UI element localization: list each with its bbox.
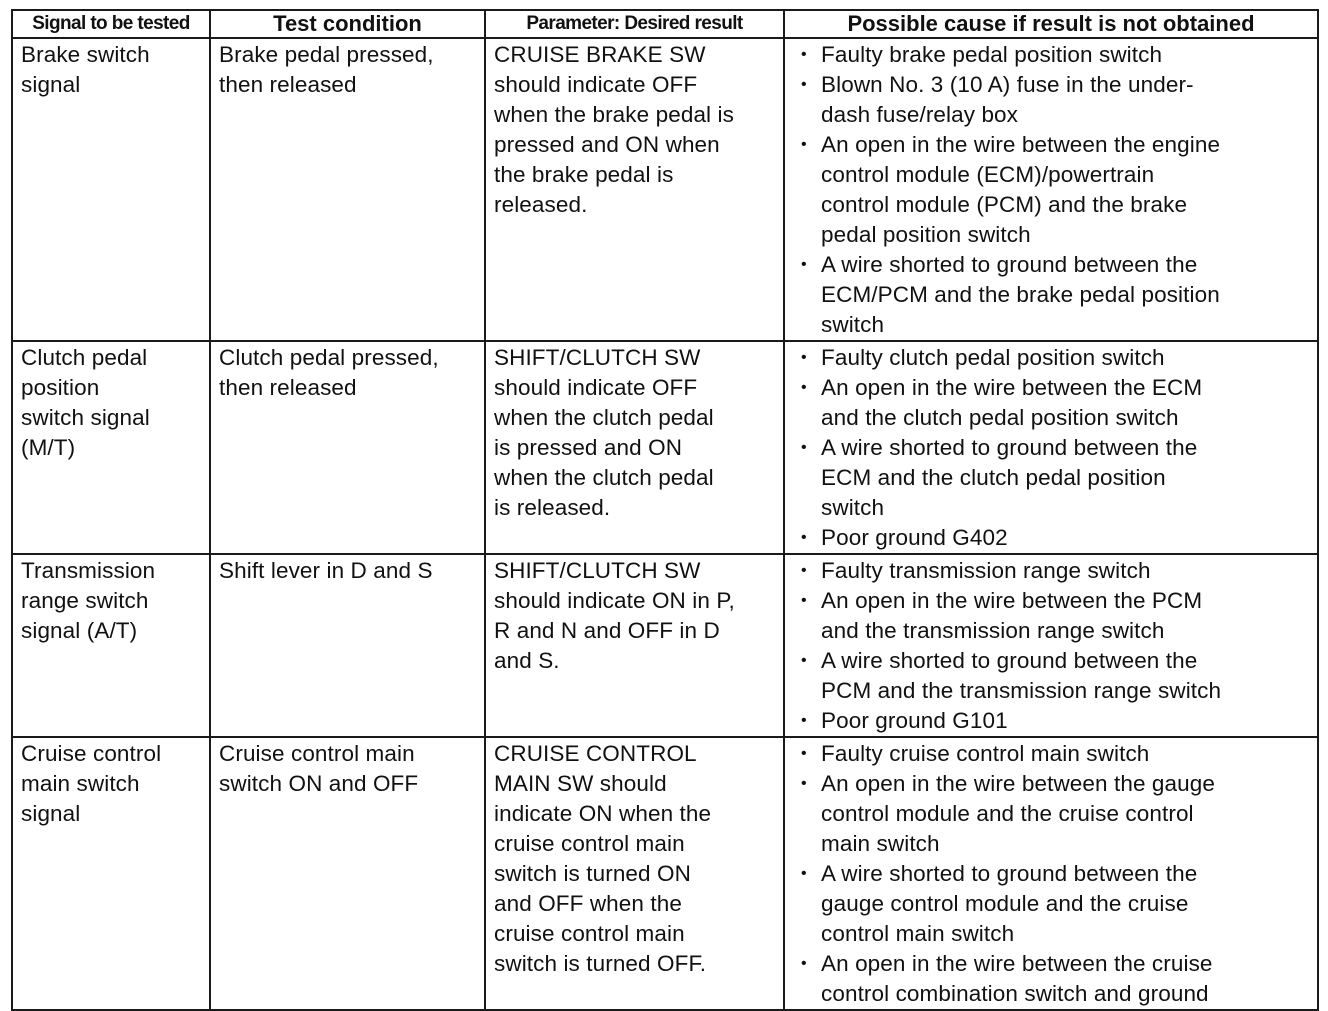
cause-item: • Poor ground G402 <box>793 523 1311 553</box>
header-cause: Possible cause if result is not obtained <box>784 10 1318 38</box>
cause-cell <box>784 554 1318 737</box>
condition-text: Shift lever in D and S <box>219 558 433 583</box>
cause-cell <box>784 38 1318 341</box>
signal-cell <box>12 737 210 1010</box>
cause-item: • A wire shorted to ground between the ECM/PCM and the brake pedal position switch <box>793 250 1311 340</box>
header-parameter: Parameter: Desired result <box>485 10 784 38</box>
condition-cell <box>210 341 485 554</box>
table-row <box>12 737 1318 1010</box>
cause-list <box>793 343 1311 553</box>
header-condition: Test condition <box>210 10 485 38</box>
parameter-text: SHIFT/CLUTCH SW should indicate OFF when the clutch pedal is pressed and ON when the clutch pedal is released. <box>494 345 714 520</box>
parameter-text: SHIFT/CLUTCH SW should indicate ON in P, R and N and OFF in D and S. <box>494 558 735 673</box>
header-signal: Signal to be tested <box>12 10 210 38</box>
signal-cell <box>12 554 210 737</box>
header-row <box>12 10 1318 38</box>
signal-text: Clutch pedal position switch signal (M/T) <box>21 345 150 460</box>
cause-list <box>793 739 1311 1009</box>
table-row <box>12 341 1318 554</box>
condition-cell <box>210 38 485 341</box>
parameter-cell <box>485 38 784 341</box>
condition-text: Cruise control main switch ON and OFF <box>219 741 419 796</box>
cause-item: • Faulty cruise control main switch <box>793 739 1311 769</box>
parameter-text: CRUISE CONTROL MAIN SW should indicate ON when the cruise control main switch is turned ON and OFF when the cruise control main switch is turned OFF. <box>494 741 712 976</box>
signal-text: Transmission range switch signal (A/T) <box>21 558 156 643</box>
parameter-text: CRUISE BRAKE SW should indicate OFF when the brake pedal is pressed and ON when the brake pedal is released. <box>494 42 734 217</box>
cause-item: • An open in the wire between the ECM and the clutch pedal position switch <box>793 373 1311 433</box>
signal-cell <box>12 341 210 554</box>
condition-text: Brake pedal pressed, then released <box>219 42 434 97</box>
parameter-cell <box>485 737 784 1010</box>
cause-item: • Faulty clutch pedal position switch <box>793 343 1311 373</box>
cause-item: • A wire shorted to ground between the ECM and the clutch pedal position switch <box>793 433 1311 523</box>
table-row <box>12 38 1318 341</box>
signal-text: Brake switch signal <box>21 42 150 97</box>
cause-cell <box>784 737 1318 1010</box>
cause-item: • An open in the wire between the PCM and the transmission range switch <box>793 586 1311 646</box>
cause-item: • An open in the wire between the gauge control module and the cruise control main switch <box>793 769 1311 859</box>
cause-list <box>793 40 1311 340</box>
table-row <box>12 554 1318 737</box>
diagnostic-table <box>11 9 1319 1011</box>
condition-cell <box>210 737 485 1010</box>
cause-cell <box>784 341 1318 554</box>
cause-item: • A wire shorted to ground between the PCM and the transmission range switch <box>793 646 1311 706</box>
signal-text: Cruise control main switch signal <box>21 741 162 826</box>
parameter-cell <box>485 554 784 737</box>
cause-item: • An open in the wire between the engine control module (ECM)/powertrain control module (PCM) and the brake pedal position switch <box>793 130 1311 250</box>
condition-text: Clutch pedal pressed, then released <box>219 345 439 400</box>
cause-list <box>793 556 1311 736</box>
cause-item: • An open in the wire between the cruise control combination switch and ground <box>793 949 1311 1009</box>
parameter-cell <box>485 341 784 554</box>
cause-item: • Faulty brake pedal position switch <box>793 40 1311 70</box>
cause-item: • Poor ground G101 <box>793 706 1311 736</box>
cause-item: • Faulty transmission range switch <box>793 556 1311 586</box>
signal-cell <box>12 38 210 341</box>
condition-cell <box>210 554 485 737</box>
cause-item: • A wire shorted to ground between the gauge control module and the cruise control main switch <box>793 859 1311 949</box>
cause-item: • Blown No. 3 (10 A) fuse in the under- dash fuse/relay box <box>793 70 1311 130</box>
